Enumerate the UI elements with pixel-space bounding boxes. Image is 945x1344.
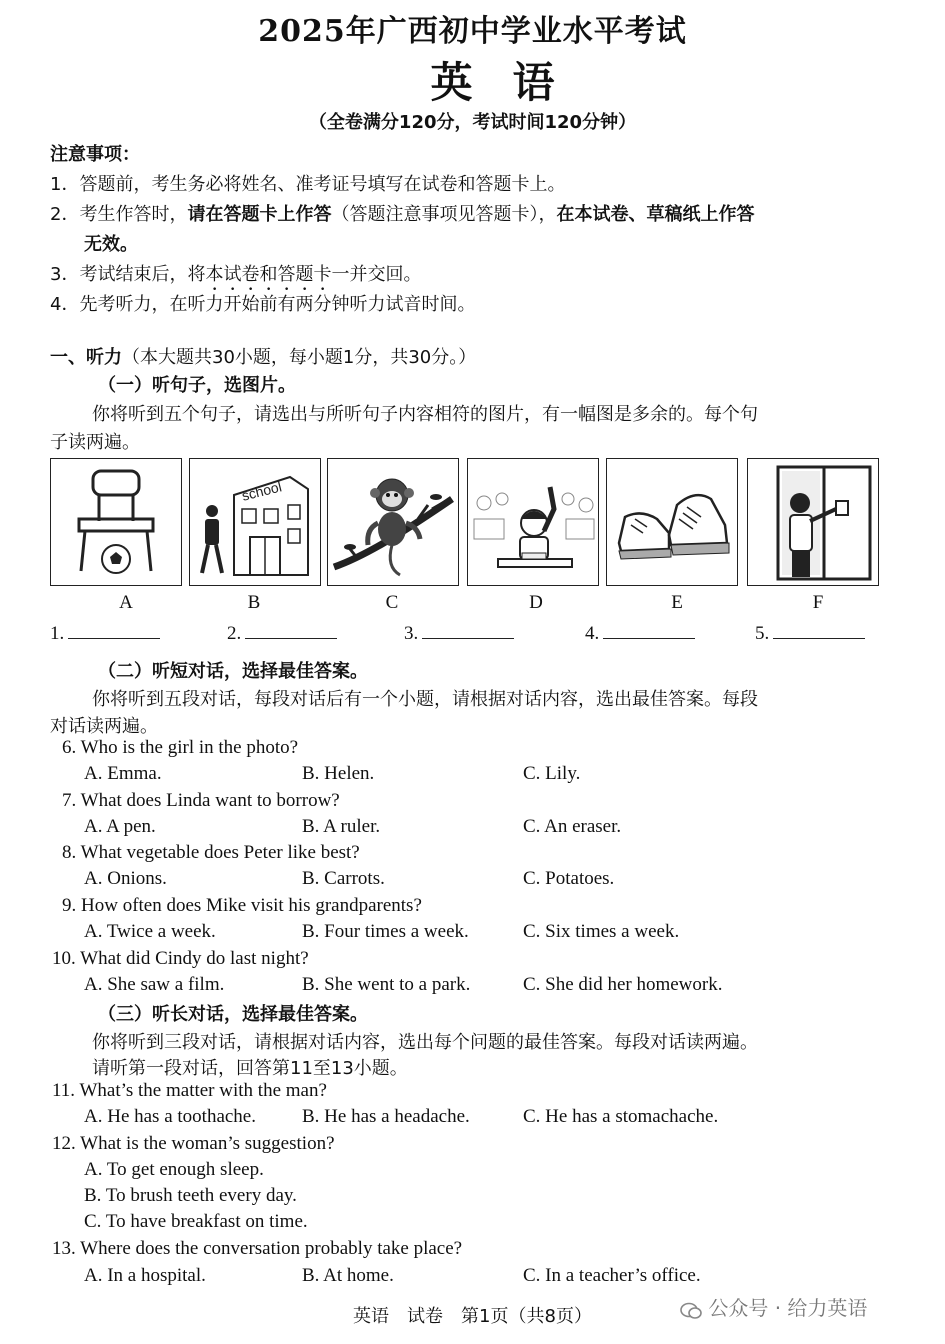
question-6-stem: 6. Who is the girl in the photo?: [62, 737, 299, 758]
answer-line[interactable]: [773, 620, 865, 639]
question-6-option-a[interactable]: A. Emma.: [84, 763, 162, 784]
watermark: [680, 1292, 867, 1321]
question-6-option-c[interactable]: C. Lily.: [523, 763, 581, 784]
note-item-2-bold: 请在答题卡上作答: [187, 204, 332, 225]
picture-letter-e: E: [671, 592, 683, 613]
part-3-instruction-cont: 请听第一段对话，回答第11至13小题。: [92, 1058, 408, 1079]
answer-blank-number: 1.: [50, 623, 65, 644]
question-11-option-b[interactable]: B. He has a headache.: [302, 1106, 470, 1127]
answer-blank-2[interactable]: [227, 620, 337, 645]
question-10-option-c[interactable]: C. She did her homework.: [523, 974, 723, 995]
section-1-info: （本大题共30小题，每小题1分，共30分。）: [122, 347, 477, 368]
answer-line[interactable]: [68, 620, 160, 639]
watermark-text: 公众号 · 给力英语: [708, 1296, 868, 1320]
question-10-option-a[interactable]: A. She saw a film.: [84, 974, 225, 995]
question-12-stem: 12. What is the woman’s suggestion?: [52, 1133, 335, 1154]
section-1-heading: [50, 343, 476, 369]
question-7-option-c[interactable]: C. An eraser.: [523, 816, 622, 837]
picture-letter-f: F: [812, 592, 824, 613]
question-6-option-b[interactable]: B. Helen.: [302, 763, 375, 784]
exam-title: 2025年广西初中学业水平考试: [258, 14, 687, 49]
score-info: （全卷满分120分，考试时间120分钟）: [308, 112, 637, 133]
picture-letter-c: C: [385, 592, 399, 613]
question-8-option-c[interactable]: C. Potatoes.: [523, 868, 615, 889]
note-item-1: 1．答题前，考生务必将姓名、准考证号填写在试卷和答题卡上。: [50, 174, 566, 195]
chair-ball-icon: [51, 459, 181, 585]
school-building-icon: [190, 459, 320, 585]
question-7-option-b[interactable]: B. A ruler.: [302, 816, 381, 837]
note-item-3-text: 3．考试结束后，将: [50, 264, 206, 285]
answer-blank-1[interactable]: [50, 620, 160, 645]
picture-c: [327, 458, 459, 586]
question-8-stem: 8. What vegetable does Peter like best?: [62, 842, 360, 863]
note-item-2-cont: 无效。: [84, 234, 138, 255]
question-11-stem: 11. What’s the matter with the man?: [52, 1080, 327, 1101]
question-8-option-a[interactable]: A. Onions.: [84, 868, 167, 889]
question-10-stem: 10. What did Cindy do last night?: [52, 948, 309, 969]
question-7-option-a[interactable]: A. A pen.: [84, 816, 156, 837]
question-8-option-b[interactable]: B. Carrots.: [302, 868, 385, 889]
subject-title: 英语: [430, 58, 595, 107]
note-item-3-dotted: 本试卷和答题卡: [205, 264, 332, 285]
answer-line[interactable]: [603, 620, 695, 639]
question-13-option-b[interactable]: B. At home.: [302, 1265, 394, 1286]
note-item-2-text: 2．考生作答时，: [50, 204, 188, 225]
note-item-2-bold-2: 在本试卷、草稿纸上作答: [556, 204, 755, 225]
answer-blank-5[interactable]: [755, 620, 865, 645]
note-item-2: [50, 200, 754, 226]
note-item-4: 4．先考听力，在听力开始前有两分钟听力试音时间。: [50, 294, 476, 315]
page-footer: 英语 试卷 第1页（共8页）: [353, 1306, 592, 1327]
answer-blank-3[interactable]: [404, 620, 514, 645]
answer-blank-number: 2.: [227, 623, 242, 644]
answer-line[interactable]: [245, 620, 337, 639]
picture-letter-a: A: [119, 592, 133, 613]
picture-b: [189, 458, 321, 586]
wechat-icon: [680, 1301, 702, 1319]
section-1-title: 一、听力: [50, 347, 122, 368]
note-item-2-paren: （答题注意事项见答题卡），: [331, 204, 557, 225]
part-2-title: （二）听短对话，选择最佳答案。: [98, 661, 368, 682]
answer-blank-number: 5.: [755, 623, 770, 644]
question-9-option-a[interactable]: A. Twice a week.: [84, 921, 216, 942]
question-12-option-a[interactable]: A. To get enough sleep.: [84, 1159, 264, 1180]
question-9-option-b[interactable]: B. Four times a week.: [302, 921, 469, 942]
question-11-option-a[interactable]: A. He has a toothache.: [84, 1106, 256, 1127]
question-13-option-c[interactable]: C. In a teacher’s office.: [523, 1265, 701, 1286]
picture-f: [747, 458, 879, 586]
monkey-branch-icon: [328, 459, 458, 585]
sneakers-icon: [607, 459, 737, 585]
answer-blank-4[interactable]: [585, 620, 695, 645]
part-3-instruction: 你将听到三段对话，请根据对话内容，选出每个问题的最佳答案。每段对话读两遍。: [92, 1032, 758, 1053]
question-12-option-b[interactable]: B. To brush teeth every day.: [84, 1185, 297, 1206]
part-1-instruction: 你将听到五个句子，请选出与所听句子内容相符的图片，有一幅图是多余的。每个句: [92, 404, 758, 425]
question-9-option-c[interactable]: C. Six times a week.: [523, 921, 680, 942]
school-sign: school: [240, 478, 284, 504]
note-item-3-end: 一并交回。: [331, 264, 422, 285]
part-2-instruction-cont: 对话读两遍。: [50, 716, 158, 737]
question-10-option-b[interactable]: B. She went to a park.: [302, 974, 471, 995]
answer-line[interactable]: [422, 620, 514, 639]
picture-e: [606, 458, 738, 586]
picture-letter-b: B: [247, 592, 261, 613]
notes-heading: 注意事项：: [50, 144, 140, 165]
part-3-title: （三）听长对话，选择最佳答案。: [98, 1004, 368, 1025]
picture-d: [467, 458, 599, 586]
part-2-instruction: 你将听到五段对话，每段对话后有一个小题，请根据对话内容，选出最佳答案。每段: [92, 689, 758, 710]
boy-raising-hand-icon: [468, 459, 598, 585]
picture-letter-d: D: [529, 592, 543, 613]
question-12-option-c[interactable]: C. To have breakfast on time.: [84, 1211, 308, 1232]
part-1-instruction-cont: 子读两遍。: [50, 432, 140, 453]
girl-cleaning-window-icon: [748, 459, 878, 585]
part-1-title: （一）听句子，选图片。: [98, 375, 296, 396]
question-9-stem: 9. How often does Mike visit his grandparents?: [62, 895, 422, 916]
question-13-stem: 13. Where does the conversation probably take place?: [52, 1238, 463, 1259]
answer-blank-number: 4.: [585, 623, 600, 644]
answer-blank-number: 3.: [404, 623, 419, 644]
question-13-option-a[interactable]: A. In a hospital.: [84, 1265, 206, 1286]
question-11-option-c[interactable]: C. He has a stomachache.: [523, 1106, 719, 1127]
question-7-stem: 7. What does Linda want to borrow?: [62, 790, 340, 811]
picture-a: [50, 458, 182, 586]
